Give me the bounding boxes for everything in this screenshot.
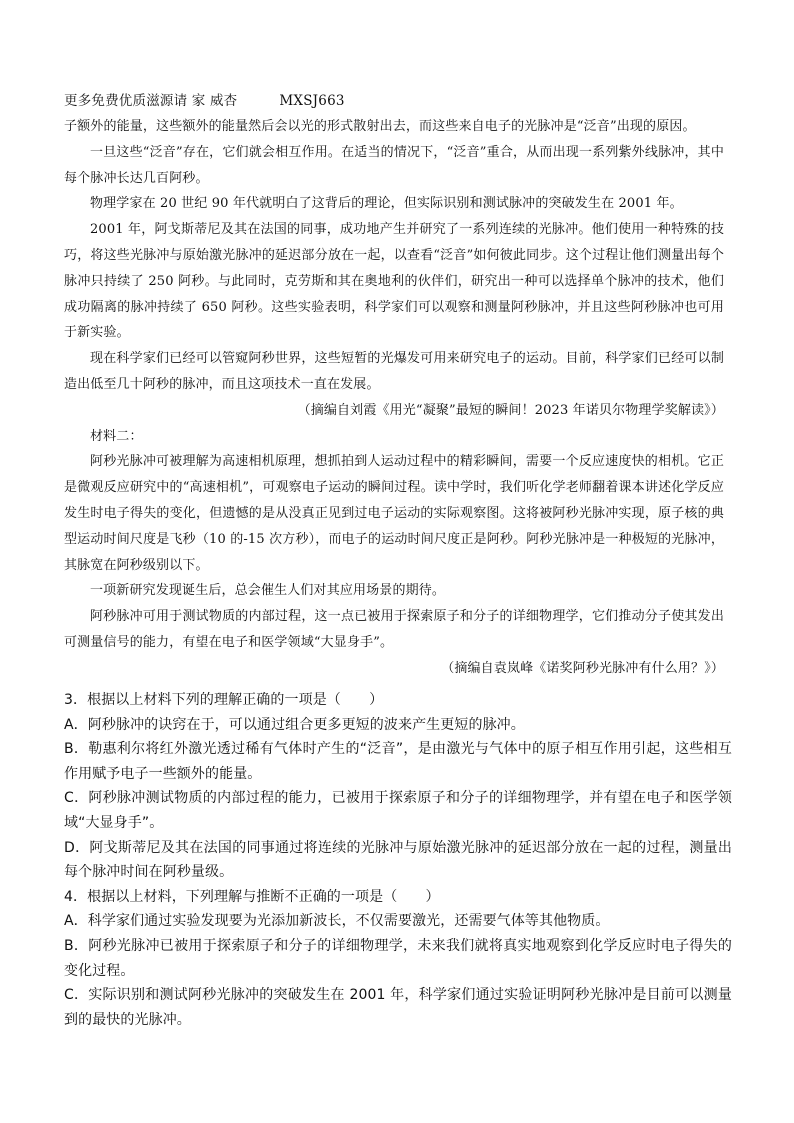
question-4-option-a: A．科学家们通过实验发现要为光添加新波长，不仅需要激光，还需要气体等其他物质。 [64,913,610,930]
question-3-stem: 3．根据以上材料下列的理解正确的一项是（ ） [64,692,384,708]
passage-paragraph-8: 阿秒脉冲可用于测试物质的内部过程，这一点已被用于探索原子和分子的详细物理学，它们推动分子使其发出可测量信号的能力，有望在电子和医学领域“大显身手”。 [64,609,724,650]
question-3-option-c: C．阿秒脉冲测试物质的内部过程的能力，已被用于探索原子和分子的详细物理学，并有望在电子和医学领域“大显身手”。 [64,790,732,831]
questions-section [64,688,732,1032]
passage-paragraph-5: 现在科学家们已经可以管窥阿秒世界，这些短暂的光爆发可用来研究电子的运动。目前，科学家们已经可以制造出低至几十阿秒的脉冲，而且这项技术一直在发展。 [64,351,724,392]
watermark-text: 更多免费优质滋源请 家 威杏 [64,93,238,109]
passage-paragraph-4: 2001 年，阿戈斯蒂尼及其在法国的同事，成功地产生并研究了一系列连续的光脉冲。他们使用一种特殊的技巧，将这些光脉冲与原始激光脉冲的延迟部分放在一起，以查看“泛音”如何彼此同步。这个过程让他们测量出每个脉冲只持续了 250 阿秒。与此同时，克劳斯和其在奥地利的伙伴们，研究出一种可以选择单个脉冲的技术，他们成功隔离的脉冲持续了 650 阿秒。这些实验表明，科学家们可以观察和测量阿秒脉冲，并且这些阿秒脉冲也可用于新实验。 [64,222,724,341]
citation-1: （摘编自刘霞《用光“凝聚”最短的瞬间！2023 年诺贝尔物理学奖解读》） [297,402,724,418]
citation-2: （摘编自袁岚峰《诺奖阿秒光脉冲有什么用？》） [441,660,724,676]
question-3-option-d: D．阿戈斯蒂尼及其在法国的同事通过将连续的光脉冲与原始激光脉冲的延迟部分放在一起的过程，测量出每个脉冲时间在阿秒量级。 [64,839,732,881]
question-3-option-b: B．勒惠利尔将红外激光透过稀有气体时产生的“泛音”，是由激光与气体中的原子相互作用引起，这些相互作用赋予电子一些额外的能量。 [64,741,732,782]
page-header [64,89,345,109]
reading-passage [64,114,724,682]
document-code: MXSJ663 [279,93,345,109]
question-3-option-a: A．阿秒脉冲的诀窍在于，可以通过组合更多更短的波来产生更短的脉冲。 [64,716,525,733]
question-4-option-c: C．实际识别和测试阿秒光脉冲的突破发生在 2001 年，科学家们通过实验证明阿秒光脉冲是目前可以测量到的最快的光脉冲。 [64,987,732,1028]
passage-paragraph-6: 阿秒光脉冲可被理解为高速相机原理，想抓拍到人运动过程中的精彩瞬间，需要一个反应速度快的相机。它正是微观反应研究中的“高速相机”，可观察电子运动的瞬间过程。读中学时，我们听化学老师翻着课本讲述化学反应发生时电子得失的变化，但遗憾的是从没真正见到过电子运动的实际观察图。这将被阿秒光脉冲实现，原子核的典型运动时间尺度是飞秒（10 的-15 次方秒），而电子的运动时间尺度正是阿秒。阿秒光脉冲是一种极短的光脉冲，其脉宽在阿秒级别以下。 [64,454,724,573]
question-4-stem: 4．根据以上材料，下列理解与推断不正确的一项是（ ） [64,888,440,905]
passage-paragraph-2: 一旦这些“泛音”存在，它们就会相互作用。在适当的情况下，“泛音”重合，从而出现一系列紫外线脉冲，其中每个脉冲长达几百阿秒。 [64,144,724,186]
passage-paragraph-3: 物理学家在 20 世纪 90 年代就明白了这背后的理论，但实际识别和测试脉冲的突破发生在 2001 年。 [90,196,683,212]
passage-paragraph-7: 一项新研究发现诞生后，总会催生人们对其应用场景的期待。 [90,583,446,599]
question-4-option-b: B．阿秒光脉冲已被用于探索原子和分子的详细物理学，未来我们就将真实地观察到化学反应时电子得失的变化过程。 [64,937,732,979]
material-2-title: 材料二： [90,428,143,444]
passage-paragraph-1: 子额外的能量，这些额外的能量然后会以光的形式散射出去，而这些来自电子的光脉冲是“泛音”出现的原因。 [64,119,696,134]
